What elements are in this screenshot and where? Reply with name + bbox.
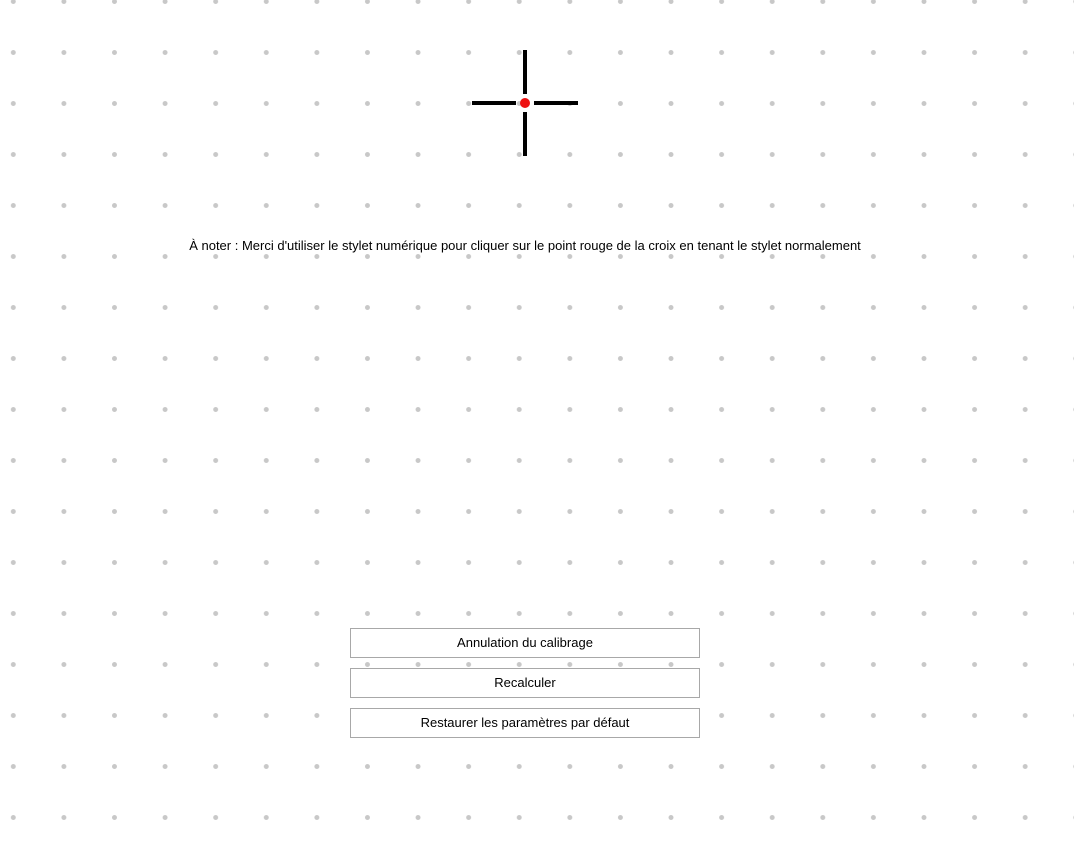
restore-defaults-button[interactable]: Restaurer les paramètres par défaut — [350, 708, 700, 738]
crosshair-arm-top — [523, 50, 527, 94]
crosshair-arm-right — [534, 101, 578, 105]
recalculate-button[interactable]: Recalculer — [350, 668, 700, 698]
crosshair-icon[interactable] — [472, 50, 578, 156]
calibration-actions — [350, 628, 700, 748]
target-dot-icon[interactable] — [520, 98, 530, 108]
crosshair-arm-bottom — [523, 112, 527, 156]
instruction-text: À noter : Merci d'utiliser le stylet numérique pour cliquer sur le point rouge de la croix en tenant le stylet normalement — [189, 238, 861, 253]
crosshair-arm-left — [472, 101, 516, 105]
cancel-calibration-button[interactable]: Annulation du calibrage — [350, 628, 700, 658]
